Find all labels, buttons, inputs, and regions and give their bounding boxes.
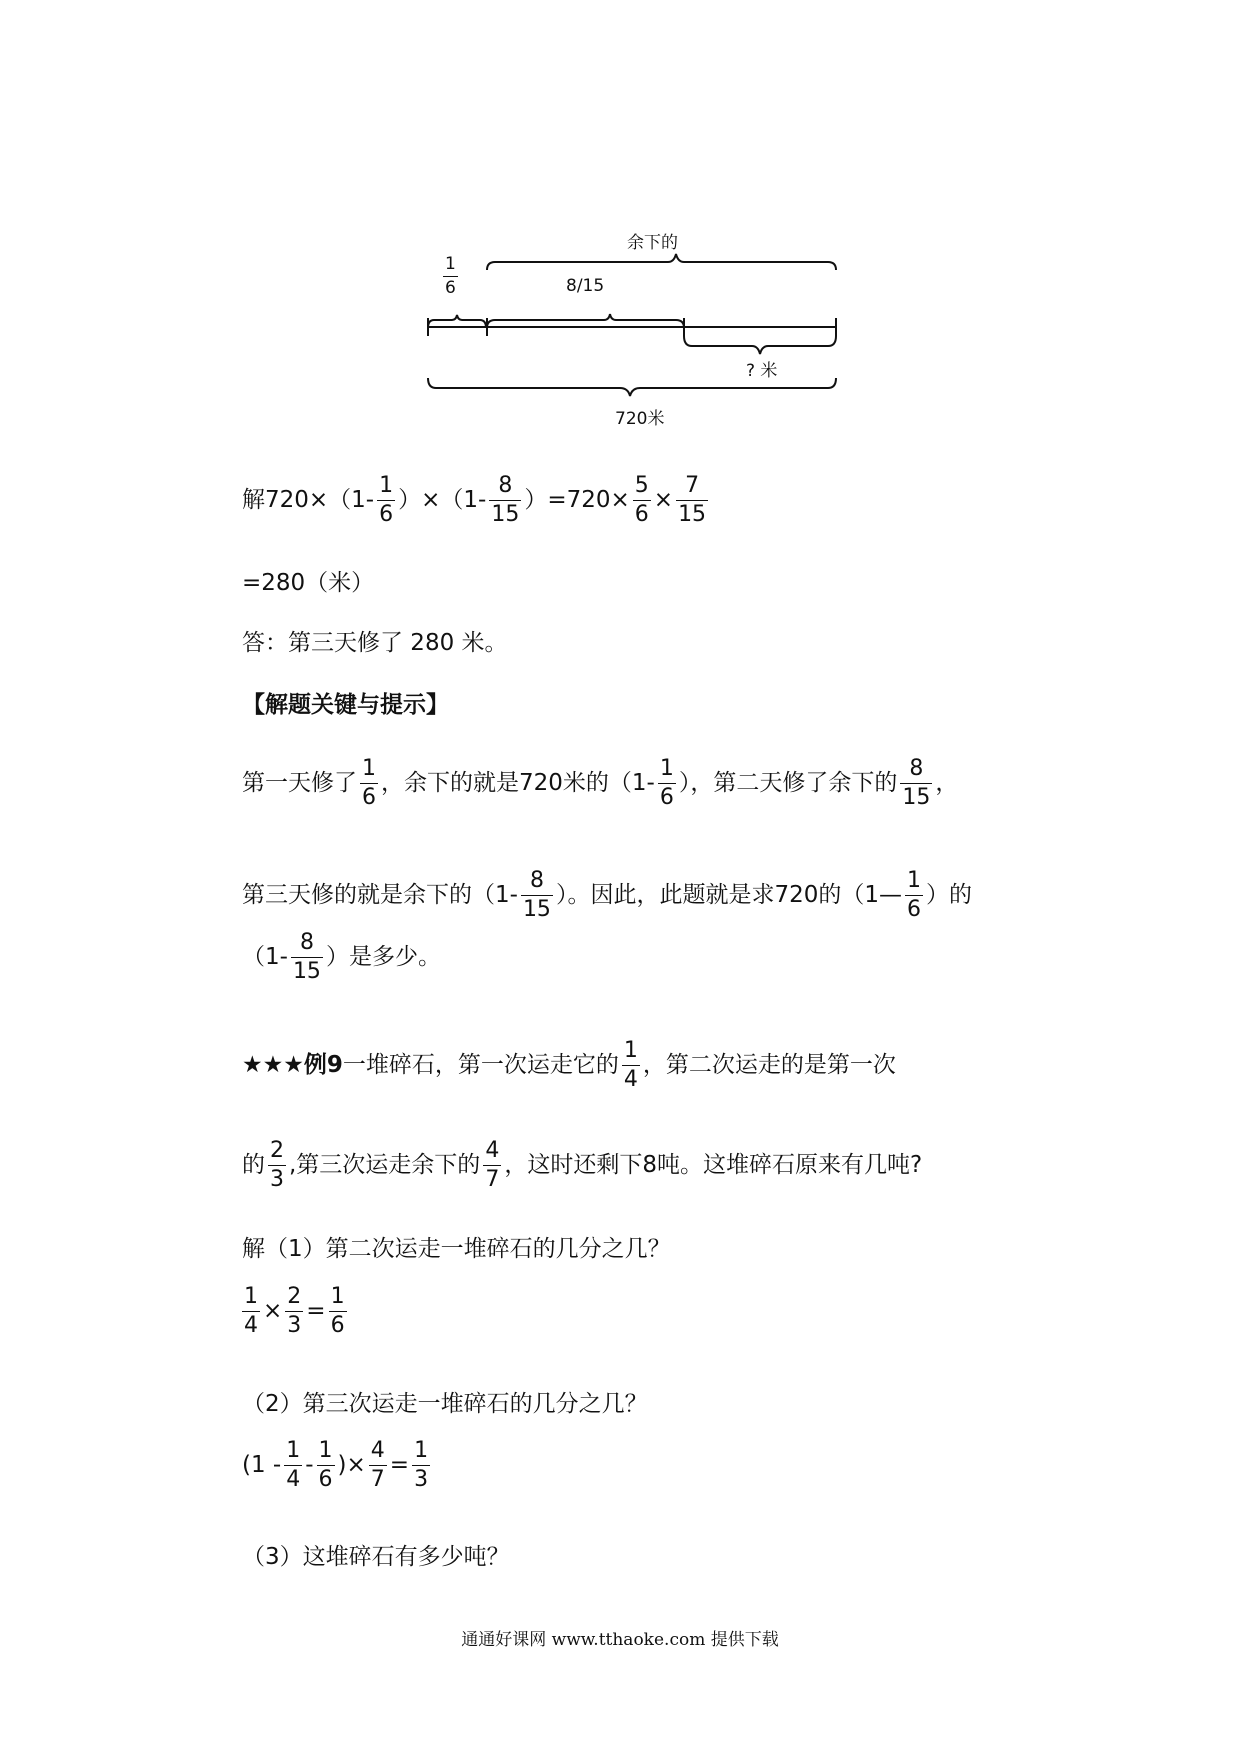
solution-line: 解720×（1- $\frac{1}{6}$ ）×（1- $\frac{8}{15}$ ）=720× $\frac{5}{6}$ × $\frac{7}{15}$	[242, 473, 707, 527]
example9-line-2: 的 $\frac{2}{3}$ ,第三次运走余下的 $\frac{4}{7}$ ，这时还剩下8吨。这堆碎石原来有几吨?	[242, 1138, 923, 1192]
label-remaining: 余下的	[627, 233, 678, 253]
brace-second-day	[487, 314, 684, 328]
segment-diagram	[0, 0, 1240, 440]
brace-remaining	[487, 254, 836, 270]
label-unknown: ? 米	[746, 361, 778, 381]
step-1: 解（1）第二次运走一堆碎石的几分之几？	[242, 1236, 671, 1262]
answer-line: 答：第三天修了 280 米。	[242, 630, 508, 656]
equation-2: (1 - $\frac{1}{4}$ - $\frac{1}{6}$ )× $\frac{4}{7}$ = $\frac{1}{3}$	[242, 1438, 429, 1492]
hint-line-3: （1- $\frac{8}{15}$ ）是多少。	[242, 930, 441, 984]
equation-1: $\frac{1}{4}$ × $\frac{2}{3}$ = $\frac{1}{6}$	[244, 1284, 345, 1338]
page-footer: 通通好课网 www.tthaoke.com 提供下载	[461, 1630, 779, 1650]
brace-unknown	[684, 336, 836, 354]
label-first-fraction: 1 6	[445, 254, 456, 298]
hint-heading: 【解题关键与提示】	[242, 692, 449, 718]
step-3: （3）这堆碎石有多少吨？	[242, 1544, 510, 1570]
example9-line-1: ★★★例9 一堆碎石，第一次运走它的 $\frac{1}{4}$ ，第二次运走的是第一次	[242, 1038, 896, 1092]
label-second: 8/15	[566, 276, 605, 296]
hint-line-1: 第一天修了 $\frac{1}{6}$ ，余下的就是720米的（1- $\frac{1}{6}$ ），第二天修了余下的 $\frac{8}{15}$ ，	[242, 756, 959, 810]
label-total: 720米	[615, 409, 665, 429]
step-2: （2）第三次运走一堆碎石的几分之几？	[242, 1391, 648, 1417]
hint-line-2: 第三天修的就是余下的（1- $\frac{8}{15}$ ）。因此，此题就是求720的（1— $\frac{1}{6}$ ）的	[242, 868, 972, 922]
example-stars: ★★★例9	[242, 1052, 343, 1078]
result-line: =280（米）	[242, 570, 375, 596]
